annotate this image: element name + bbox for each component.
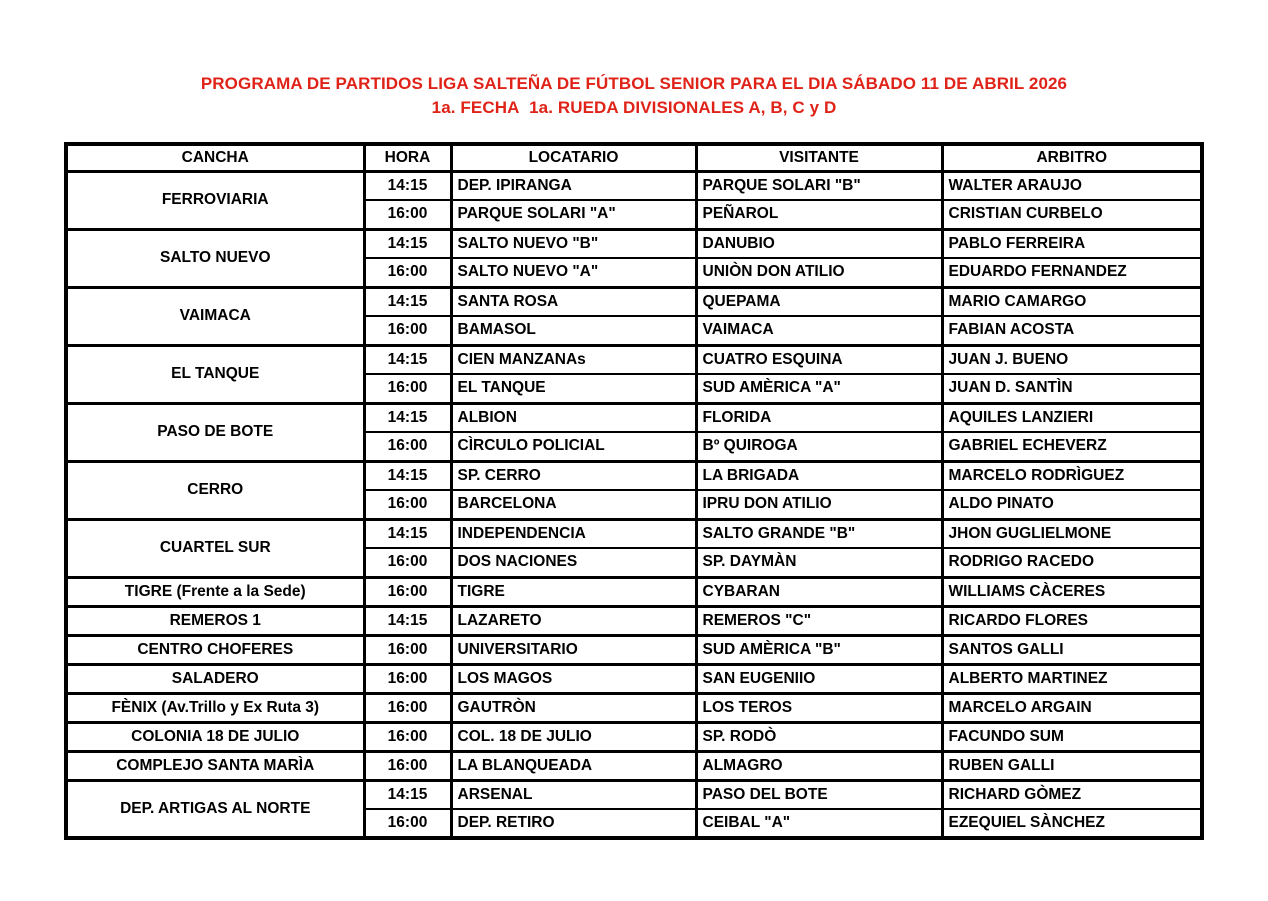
cancha-cell: COMPLEJO SANTA MARÌA xyxy=(66,751,364,780)
cancha-cell: COLONIA 18 DE JULIO xyxy=(66,722,364,751)
locatario-cell: PARQUE SOLARI "A" xyxy=(451,200,696,229)
hora-cell: 16:00 xyxy=(364,490,451,519)
match-row xyxy=(66,635,1202,664)
locatario-cell: LA BLANQUEADA xyxy=(451,751,696,780)
visitante-cell: SUD AMÈRICA "B" xyxy=(696,635,942,664)
visitante-cell: DANUBIO xyxy=(696,229,942,258)
visitante-cell: PEÑAROL xyxy=(696,200,942,229)
match-row xyxy=(66,287,1202,316)
visitante-cell: UNIÒN DON ATILIO xyxy=(696,258,942,287)
hora-cell: 16:00 xyxy=(364,693,451,722)
hora-cell: 16:00 xyxy=(364,258,451,287)
visitante-cell: FLORIDA xyxy=(696,403,942,432)
visitante-cell: Bº QUIROGA xyxy=(696,432,942,461)
hora-cell: 16:00 xyxy=(364,722,451,751)
cancha-cell: SALADERO xyxy=(66,664,364,693)
locatario-cell: BAMASOL xyxy=(451,316,696,345)
cancha-cell: CENTRO CHOFERES xyxy=(66,635,364,664)
hora-cell: 16:00 xyxy=(364,432,451,461)
match-row xyxy=(66,519,1202,548)
header-visitante: VISITANTE xyxy=(696,144,942,171)
header-row xyxy=(66,144,1202,171)
locatario-cell: TIGRE xyxy=(451,577,696,606)
hora-cell: 16:00 xyxy=(364,548,451,577)
hora-cell: 16:00 xyxy=(364,200,451,229)
match-row xyxy=(66,229,1202,258)
cancha-cell: PASO DE BOTE xyxy=(66,403,364,461)
cancha-cell: CUARTEL SUR xyxy=(66,519,364,577)
hora-cell: 16:00 xyxy=(364,577,451,606)
hora-cell: 14:15 xyxy=(364,606,451,635)
arbitro-cell: EZEQUIEL SÀNCHEZ xyxy=(942,809,1202,838)
hora-cell: 16:00 xyxy=(364,635,451,664)
arbitro-cell: RODRIGO RACEDO xyxy=(942,548,1202,577)
arbitro-cell: SANTOS GALLI xyxy=(942,635,1202,664)
arbitro-cell: ALBERTO MARTINEZ xyxy=(942,664,1202,693)
arbitro-cell: GABRIEL ECHEVERZ xyxy=(942,432,1202,461)
arbitro-cell: MARCELO RODRÌGUEZ xyxy=(942,461,1202,490)
visitante-cell: REMEROS "C" xyxy=(696,606,942,635)
visitante-cell: PASO DEL BOTE xyxy=(696,780,942,809)
visitante-cell: PARQUE SOLARI "B" xyxy=(696,171,942,200)
hora-cell: 16:00 xyxy=(364,751,451,780)
locatario-cell: ARSENAL xyxy=(451,780,696,809)
match-row xyxy=(66,461,1202,490)
arbitro-cell: FABIAN ACOSTA xyxy=(942,316,1202,345)
match-row xyxy=(66,722,1202,751)
cancha-cell: FERROVIARIA xyxy=(66,171,364,229)
arbitro-cell: PABLO FERREIRA xyxy=(942,229,1202,258)
locatario-cell: BARCELONA xyxy=(451,490,696,519)
arbitro-cell: JUAN D. SANTÌN xyxy=(942,374,1202,403)
arbitro-cell: EDUARDO FERNANDEZ xyxy=(942,258,1202,287)
visitante-cell: LA BRIGADA xyxy=(696,461,942,490)
hora-cell: 14:15 xyxy=(364,345,451,374)
locatario-cell: SANTA ROSA xyxy=(451,287,696,316)
hora-cell: 16:00 xyxy=(364,374,451,403)
locatario-cell: DEP. RETIRO xyxy=(451,809,696,838)
visitante-cell: CYBARAN xyxy=(696,577,942,606)
arbitro-cell: CRISTIAN CURBELO xyxy=(942,200,1202,229)
hora-cell: 16:00 xyxy=(364,316,451,345)
visitante-cell: QUEPAMA xyxy=(696,287,942,316)
arbitro-cell: JUAN J. BUENO xyxy=(942,345,1202,374)
match-row xyxy=(66,577,1202,606)
match-row xyxy=(66,751,1202,780)
visitante-cell: CEIBAL "A" xyxy=(696,809,942,838)
visitante-cell: SALTO GRANDE "B" xyxy=(696,519,942,548)
hora-cell: 14:15 xyxy=(364,461,451,490)
cancha-cell: REMEROS 1 xyxy=(66,606,364,635)
locatario-cell: CIEN MANZANAs xyxy=(451,345,696,374)
arbitro-cell: WILLIAMS CÀCERES xyxy=(942,577,1202,606)
arbitro-cell: RUBEN GALLI xyxy=(942,751,1202,780)
cancha-cell: DEP. ARTIGAS AL NORTE xyxy=(66,780,364,838)
hora-cell: 14:15 xyxy=(364,287,451,316)
hora-cell: 16:00 xyxy=(364,809,451,838)
arbitro-cell: FACUNDO SUM xyxy=(942,722,1202,751)
arbitro-cell: MARCELO ARGAIN xyxy=(942,693,1202,722)
locatario-cell: SALTO NUEVO "A" xyxy=(451,258,696,287)
hora-cell: 14:15 xyxy=(364,519,451,548)
arbitro-cell: RICHARD GÒMEZ xyxy=(942,780,1202,809)
locatario-cell: ALBION xyxy=(451,403,696,432)
match-row xyxy=(66,664,1202,693)
arbitro-cell: AQUILES LANZIERI xyxy=(942,403,1202,432)
visitante-cell: ALMAGRO xyxy=(696,751,942,780)
arbitro-cell: ALDO PINATO xyxy=(942,490,1202,519)
locatario-cell: INDEPENDENCIA xyxy=(451,519,696,548)
match-row xyxy=(66,606,1202,635)
cancha-cell: FÈNIX (Av.Trillo y Ex Ruta 3) xyxy=(66,693,364,722)
hora-cell: 14:15 xyxy=(364,229,451,258)
page-subtitle: 1a. FECHA 1a. RUEDA DIVISIONALES A, B, C y D xyxy=(431,98,837,117)
arbitro-cell: JHON GUGLIELMONE xyxy=(942,519,1202,548)
cancha-cell: SALTO NUEVO xyxy=(66,229,364,287)
locatario-cell: LAZARETO xyxy=(451,606,696,635)
header-cancha: CANCHA xyxy=(66,144,364,171)
match-schedule-table xyxy=(64,142,1204,840)
visitante-cell: SP. DAYMÀN xyxy=(696,548,942,577)
locatario-cell: SALTO NUEVO "B" xyxy=(451,229,696,258)
header-hora: HORA xyxy=(364,144,451,171)
hora-cell: 14:15 xyxy=(364,171,451,200)
visitante-cell: VAIMACA xyxy=(696,316,942,345)
locatario-cell: GAUTRÒN xyxy=(451,693,696,722)
arbitro-cell: RICARDO FLORES xyxy=(942,606,1202,635)
visitante-cell: SP. RODÒ xyxy=(696,722,942,751)
cancha-cell: CERRO xyxy=(66,461,364,519)
arbitro-cell: WALTER ARAUJO xyxy=(942,171,1202,200)
header-arbitro: ARBITRO xyxy=(942,144,1202,171)
locatario-cell: EL TANQUE xyxy=(451,374,696,403)
match-row xyxy=(66,780,1202,809)
locatario-cell: DOS NACIONES xyxy=(451,548,696,577)
match-row xyxy=(66,403,1202,432)
match-row xyxy=(66,171,1202,200)
locatario-cell: SP. CERRO xyxy=(451,461,696,490)
visitante-cell: LOS TEROS xyxy=(696,693,942,722)
cancha-cell: VAIMACA xyxy=(66,287,364,345)
locatario-cell: LOS MAGOS xyxy=(451,664,696,693)
arbitro-cell: MARIO CAMARGO xyxy=(942,287,1202,316)
hora-cell: 14:15 xyxy=(364,403,451,432)
schedule-body xyxy=(66,171,1202,838)
cancha-cell: TIGRE (Frente a la Sede) xyxy=(66,577,364,606)
locatario-cell: DEP. IPIRANGA xyxy=(451,171,696,200)
match-row xyxy=(66,345,1202,374)
page-title: PROGRAMA DE PARTIDOS LIGA SALTEÑA DE FÚTBOL SENIOR PARA EL DIA SÁBADO 11 DE ABRIL 2026 xyxy=(200,74,1068,93)
locatario-cell: UNIVERSITARIO xyxy=(451,635,696,664)
hora-cell: 16:00 xyxy=(364,664,451,693)
header-locatario: LOCATARIO xyxy=(451,144,696,171)
locatario-cell: COL. 18 DE JULIO xyxy=(451,722,696,751)
visitante-cell: CUATRO ESQUINA xyxy=(696,345,942,374)
match-row xyxy=(66,693,1202,722)
visitante-cell: IPRU DON ATILIO xyxy=(696,490,942,519)
locatario-cell: CÌRCULO POLICIAL xyxy=(451,432,696,461)
visitante-cell: SAN EUGENIIO xyxy=(696,664,942,693)
cancha-cell: EL TANQUE xyxy=(66,345,364,403)
hora-cell: 14:15 xyxy=(364,780,451,809)
visitante-cell: SUD AMÈRICA "A" xyxy=(696,374,942,403)
